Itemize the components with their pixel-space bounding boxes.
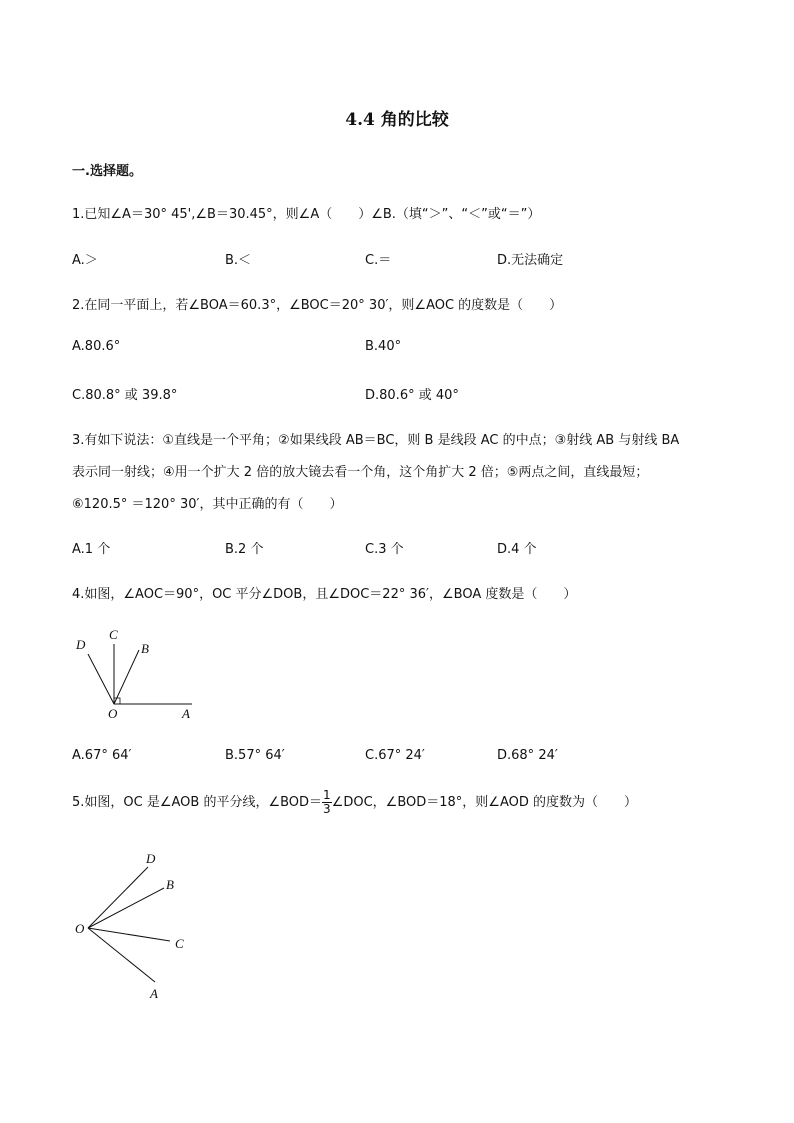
q2-option-a: A.80.6° <box>72 339 121 354</box>
q4-angle-figure <box>60 622 210 727</box>
section-heading: 一.选择题。 <box>72 164 142 179</box>
label-o: O <box>75 921 85 936</box>
q1-stem: 1.已知∠A＝30° 45',∠B＝30.45°，则∠A（ ）∠B.（填“＞”、“＜”或“＝”） <box>72 207 541 222</box>
label-b: B <box>141 641 149 656</box>
q4-option-b: B.57° 64′ <box>225 748 285 763</box>
q1-option-a: A.＞ <box>72 253 98 268</box>
q4-option-a: A.67° 64′ <box>72 748 132 763</box>
label-a: A <box>182 706 190 721</box>
q2-option-b: B.40° <box>365 339 402 354</box>
ray-oc <box>88 928 170 941</box>
q1-option-b: B.＜ <box>225 253 252 268</box>
ray-oa <box>88 928 155 982</box>
q5-stem-before: 5.如图，OC 是∠AOB 的平分线，∠BOD＝ <box>72 795 323 810</box>
ray-od <box>88 867 148 928</box>
ray-ob <box>88 888 164 928</box>
q4-option-c: C.67° 24′ <box>365 748 425 763</box>
q2-option-d: D.80.6° 或 40° <box>365 388 459 403</box>
q5-stem <box>72 788 637 818</box>
label-c: C <box>175 936 184 951</box>
q3-stem-line-3: ⑥120.5° ＝120° 30′，其中正确的有（ ） <box>72 497 343 512</box>
label-b: B <box>166 877 174 892</box>
label-o: O <box>108 706 118 721</box>
label-c: C <box>109 627 118 642</box>
fraction-one-third <box>322 789 332 816</box>
ray-od <box>88 654 114 704</box>
label-d: D <box>76 637 86 652</box>
q2-option-c: C.80.8° 或 39.8° <box>72 388 178 403</box>
q5-stem-after: ∠DOC，∠BOD＝18°，则∠AOD 的度数为（ ） <box>331 795 637 810</box>
q3-stem-line-2: 表示同一射线；④用一个扩大 2 倍的放大镜去看一个角，这个角扩大 2 倍；⑤两点之间，直线最短； <box>72 465 649 480</box>
q3-option-d: D.4 个 <box>497 542 537 557</box>
q4-option-d: D.68° 24′ <box>497 748 558 763</box>
q2-stem: 2.在同一平面上，若∠BOA＝60.3°，∠BOC＝20° 30′，则∠AOC 的度数是（ ） <box>72 298 563 313</box>
q3-option-a: A.1 个 <box>72 542 111 557</box>
fraction-numerator: 1 <box>323 788 331 802</box>
q3-option-b: B.2 个 <box>225 542 264 557</box>
label-a: A <box>150 986 158 1001</box>
fraction-denominator: 3 <box>323 802 331 816</box>
q3-stem-line-1: 3.有如下说法：①直线是一个平角；②如果线段 AB＝BC，则 B 是线段 AC 的中点；③射线 AB 与射线 BA <box>72 433 680 448</box>
q3-option-c: C.3 个 <box>365 542 404 557</box>
q5-angle-figure <box>60 845 210 1005</box>
label-d: D <box>146 851 156 866</box>
q1-option-c: C.＝ <box>365 253 392 268</box>
q1-option-d: D.无法确定 <box>497 253 564 268</box>
q4-stem: 4.如图，∠AOC＝90°，OC 平分∠DOB，且∠DOC＝22° 36′，∠BOA 度数是（ ） <box>72 587 577 602</box>
ray-ob <box>114 650 139 704</box>
page-title: 4.4 角的比较 <box>345 110 449 130</box>
